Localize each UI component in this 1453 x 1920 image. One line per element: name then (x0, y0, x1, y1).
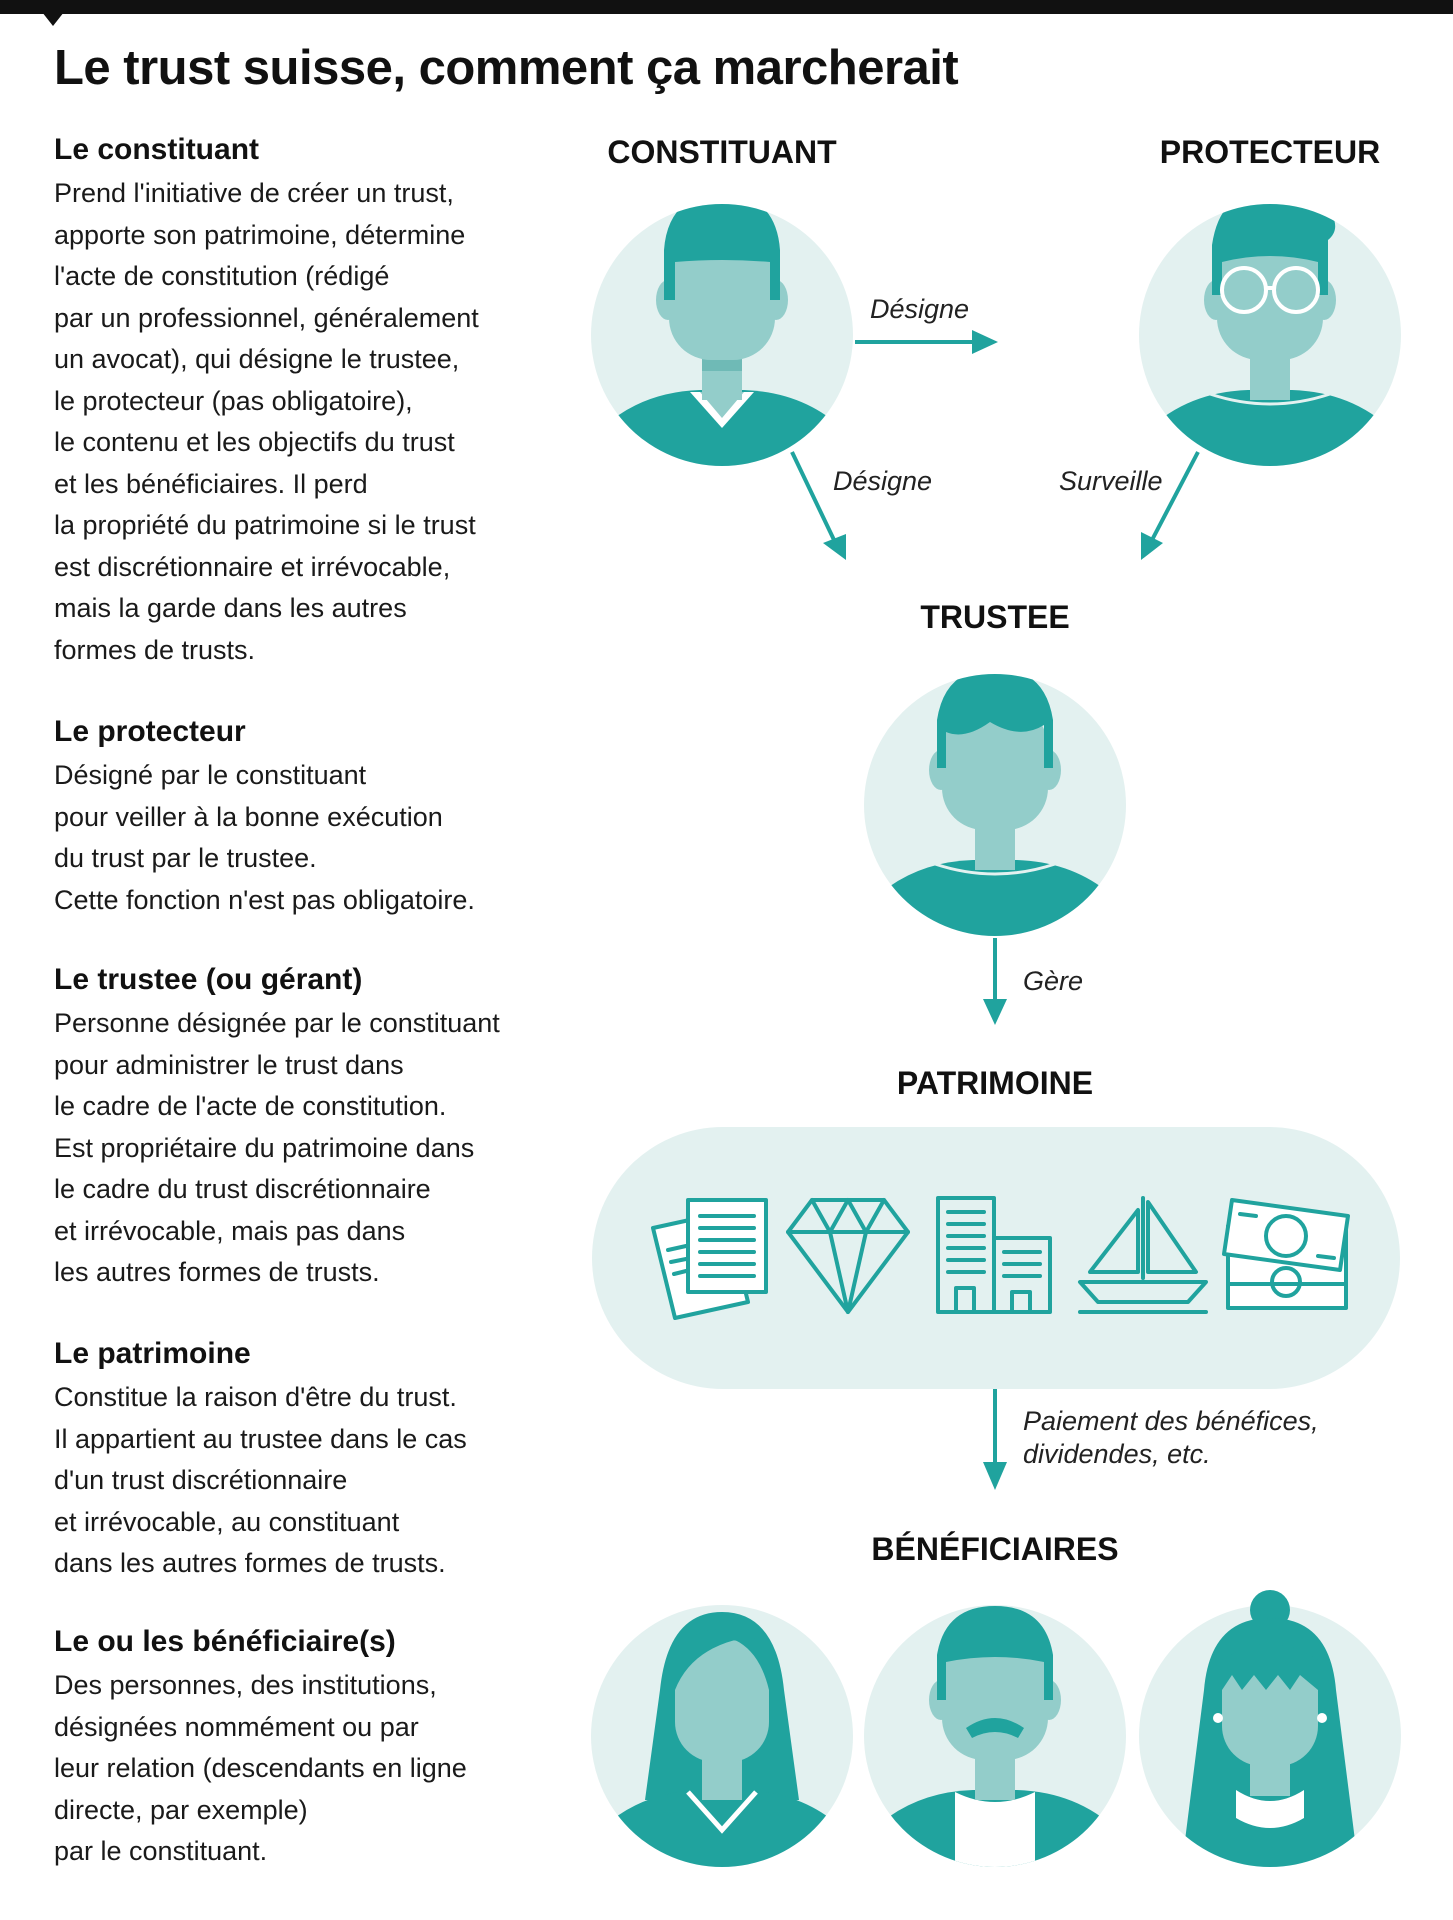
section-trustee (54, 960, 574, 1294)
section-heading: Le constituant (54, 133, 260, 166)
section-text: Personne désignée par le constituant pour administrer le trust dans le cadre de l'acte de constitution. Est propriétaire du patrimoine dans le cadre du trust discrétionnaire et irrévocable, mais pas dans les autres formes de trusts. (54, 1008, 500, 1287)
edge-label-paiement-line2: dividendes, etc. (1023, 1439, 1211, 1469)
node-label-patrimoine: PATRIMOINE (896, 1065, 1094, 1101)
edge-label-designe-protecteur: Désigne (870, 294, 970, 324)
trust-flow-diagram (560, 100, 1453, 1920)
node-label-constituant: CONSTITUANT (607, 134, 837, 170)
banknotes-icon (1224, 1200, 1348, 1308)
section-beneficiaires (54, 1622, 574, 1873)
node-label-protecteur: PROTECTEUR (1159, 134, 1381, 170)
arrow-head (972, 330, 998, 354)
section-text: Constitue la raison d'être du trust. Il appartient au trustee dans le cas d'un trust discrétionnaire et irrévocable, au constituant dans les autres formes de trusts. (54, 1382, 467, 1578)
section-text: Des personnes, des institutions, désignées nommément ou par leur relation (descendants en ligne directe, par exemple) par le constituant. (54, 1670, 467, 1866)
section-heading: Le patrimoine (54, 1337, 251, 1370)
avatar-beneficiaire-3 (1139, 1590, 1401, 1880)
arrow-head (983, 999, 1007, 1025)
top-rule (0, 0, 1453, 14)
section-heading: Le trustee (ou gérant) (54, 963, 363, 996)
top-notch-marker (42, 12, 64, 26)
node-label-beneficiaires: BÉNÉFICIAIRES (871, 1531, 1119, 1567)
edge-label-designe-trustee: Désigne (833, 466, 933, 496)
avatar-protecteur (1139, 188, 1401, 480)
node-label-trustee: TRUSTEE (920, 599, 1070, 635)
avatar-trustee (864, 668, 1126, 950)
arrow-head (983, 1462, 1007, 1490)
section-text: Désigné par le constituant pour veiller à la bonne exécution du trust par le trustee. Cette fonction n'est pas obligatoire. (54, 760, 475, 915)
section-text: Prend l'initiative de créer un trust, apporte son patrimoine, détermine l'acte de constitution (rédigé par un professionnel, généralement un avocat), qui désigne le trustee, le protecteur (pas obligatoire), le contenu et les objectifs du trust et les bénéficiaires. Il perd la propriété du patrimoine si le trust est discrétionnaire et irrévocable, mais la garde dans les autres formes de trusts. (54, 178, 479, 665)
avatar-constituant (591, 192, 853, 480)
section-patrimoine (54, 1334, 574, 1585)
page-title: Le trust suisse, comment ça marcherait (54, 41, 959, 95)
section-protecteur (54, 712, 574, 921)
avatar-beneficiaire-2 (864, 1605, 1126, 1880)
edge-label-gere: Gère (1023, 966, 1084, 996)
section-heading: Le ou les bénéficiaire(s) (54, 1625, 396, 1658)
section-heading: Le protecteur (54, 715, 246, 748)
arrow-constituant-trustee (792, 452, 835, 542)
section-constituant (54, 130, 574, 671)
edge-label-surveille: Surveille (1059, 466, 1163, 496)
edge-label-paiement-line1: Paiement des bénéfices, (1023, 1406, 1319, 1436)
avatar-beneficiaire-1 (591, 1605, 853, 1880)
